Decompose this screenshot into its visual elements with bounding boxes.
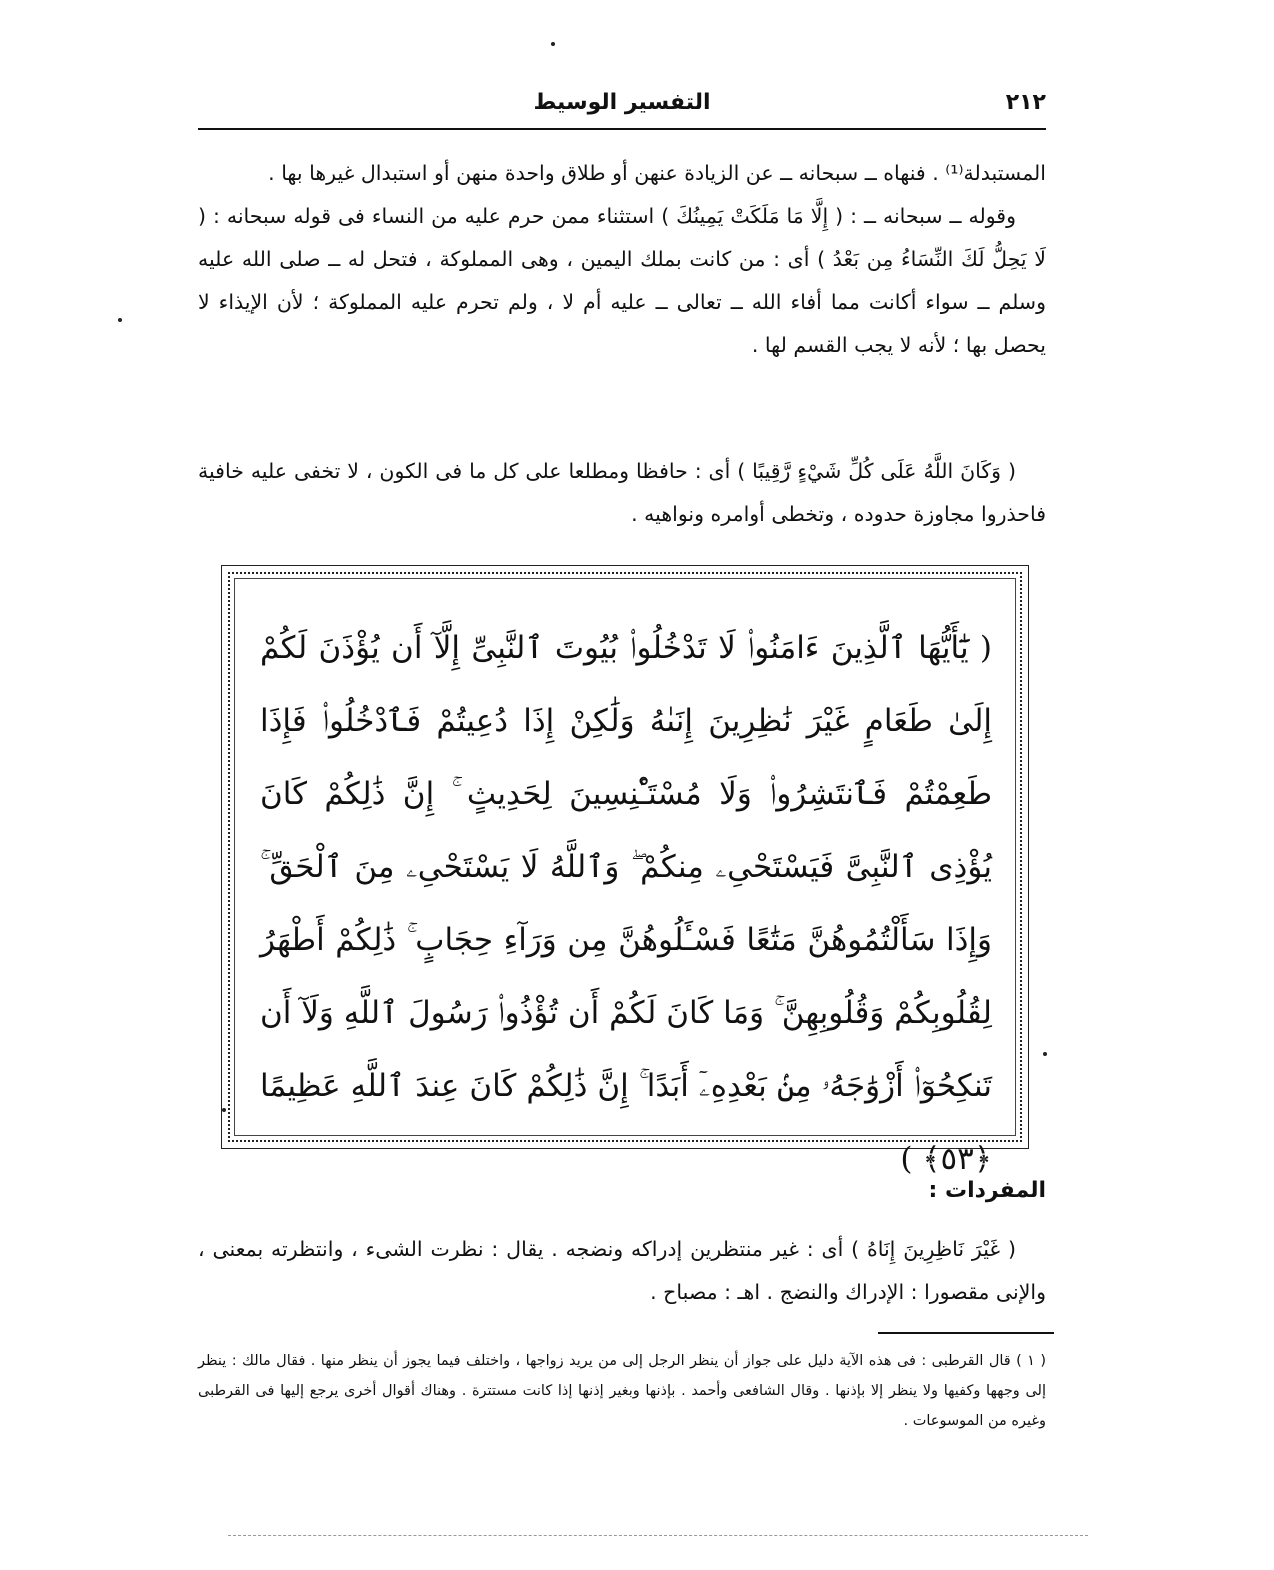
scan-speck — [222, 1108, 226, 1112]
footnote-separator — [878, 1332, 1054, 1334]
page-number: ٢١٢ — [1005, 90, 1046, 115]
scan-speck — [118, 318, 122, 322]
scan-speck — [551, 42, 555, 46]
intro-paragraph-1: المستبدلة⁽¹⁾ . فنهاه ــ سبحانه ــ عن الزيادة عنهن أو طلاق واحدة منهن أو استبدال غيرها بها . — [268, 161, 1046, 185]
quran-verse-text: ( يَٰٓأَيُّهَا ٱلَّذِينَ ءَامَنُوا۟ لَا تَدْخُلُوا۟ بُيُوتَ ٱلنَّبِىِّ إِلَّآ أَن يُؤْذَنَ لَكُمْ إِلَىٰ طَعَامٍ غَيْرَ نَٰظِرِينَ إِنَىٰهُ وَلَٰكِنْ إِذَا دُعِيتُمْ فَٱدْخُلُوا۟ فَإِذَا طَعِمْتُمْ فَٱنتَشِرُوا۟ وَلَا مُسْتَـْٔنِسِينَ لِحَدِيثٍ ۚ إِنَّ ذَٰلِكُمْ كَانَ يُؤْذِى ٱلنَّبِىَّ فَيَسْتَحْىِۦ مِنكُمْ ۖ وَٱللَّهُ لَا يَسْتَحْىِۦ مِنَ ٱلْحَقِّ ۚ وَإِذَا سَأَلْتُمُوهُنَّ مَتَٰعًا فَسْـَٔلُوهُنَّ مِن وَرَآءِ حِجَابٍ ۚ ذَٰلِكُمْ أَطْهَرُ لِقُلُوبِكُمْ وَقُلُوبِهِنَّ ۚ وَمَا كَانَ لَكُمْ أَن تُؤْذُوا۟ رَسُولَ ٱللَّهِ وَلَآ أَن تَنكِحُوٓا۟ أَزْوَٰجَهُۥ مِنۢ بَعْدِهِۦٓ أَبَدًا ۚ إِنَّ ذَٰلِكُمْ كَانَ عِندَ ٱللَّهِ عَظِيمًا ﴿٥٣﴾ ) — [260, 630, 992, 1177]
vocabulary-heading: المفردات : — [928, 1178, 1046, 1203]
scan-speck — [1043, 1052, 1047, 1056]
running-title: التفسير الوسيط — [533, 90, 711, 115]
footnote: ( ١ ) قال القرطبى : فى هذه الآية دليل على جواز أن ينظر الرجل إلى من يريد زواجها ، واختلف فيما يجوز أن ينظر منها . فقال مالك : ينظر إلى وجهها وكفيها ولا ينظر إلا بإذنها . وقال الشافعى وأحمد . بإذنها وبغير إذنها إذا كانت مستترة . وهناك أقوال أخرى يرجع إليها فى القرطبى وغيره من الموسوعات . — [198, 1353, 1046, 1429]
quran-verse-frame — [228, 572, 1022, 1177]
vocabulary-section — [198, 1228, 1046, 1314]
page-header — [198, 88, 1046, 130]
vocabulary-paragraph: ( غَيْرَ نَاظِرِينَ إِنَاهُ ) أى : غير منتظرين إدراكه ونضجه . يقال : نظرت الشىء ، وانتظرته بمعنى ، والإنى مقصورا : الإدراك والنضج . اهـ : مصباح . — [198, 1237, 1046, 1304]
intro-paragraph-2: وقوله ــ سبحانه ــ : ( إِلَّا مَا مَلَكَتْ يَمِينُكَ ) استثناء ممن حرم عليه من النساء فى قوله سبحانه : ( لَا يَحِلُّ لَكَ النِّسَاءُ مِن بَعْدُ ) أى : من كانت بملك اليمين ، وهى المملوكة ، فتحل له ــ صلى الله عليه وسلم ــ سواء أكانت مما أفاء الله ــ تعالى ــ عليه أم لا ، ولم تحرم عليه المملوكة ؛ لأن الإيذاء لا يحصل بها ؛ لأنه لا يجب القسم لها . — [198, 204, 1046, 357]
intro-commentary — [198, 152, 1046, 367]
scan-edge-line — [228, 1535, 1088, 1536]
verse-commentary-paragraph: ( وَكَانَ اللَّهُ عَلَى كُلِّ شَيْءٍ رَّقِيبًا ) أى : حافظا ومطلعا على كل ما فى الكون ، لا تخفى عليه خافية فاحذروا مجاوزة حدوده ، وتخطى أوامره ونواهيه . — [198, 459, 1046, 526]
verse-commentary — [198, 450, 1046, 536]
